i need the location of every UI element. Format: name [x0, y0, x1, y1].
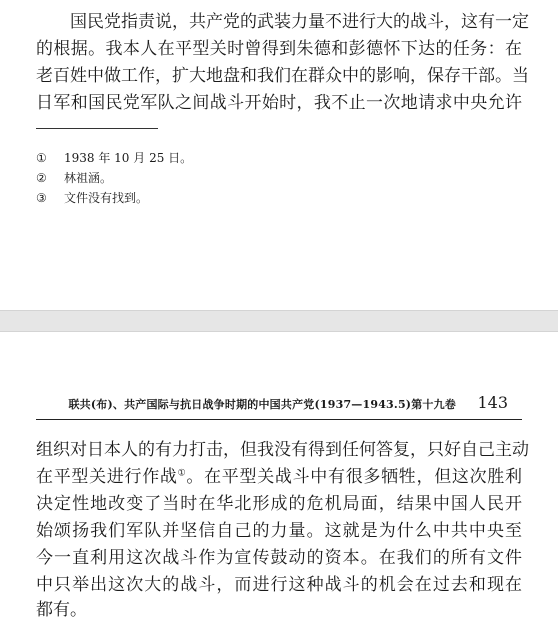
footnote-text: 1938 年 10 月 25 日。	[64, 151, 193, 165]
footnote-mark: ③	[36, 191, 47, 205]
body-line-6: 中只举出这次大的战斗，而进行这种战斗的机会在过去和现在	[36, 575, 522, 595]
body-line-2: 的根据。我本人在平型关时曾得到朱德和彭德怀下达的任务：在	[36, 39, 522, 59]
body-line-7: 都有。	[36, 600, 87, 620]
page-divider	[0, 310, 558, 332]
body-line-2-start: 在平型关进行作战	[36, 467, 178, 487]
lower-page	[0, 332, 558, 622]
body-line-2	[36, 465, 522, 489]
footnote-text: 文件没有找到。	[64, 191, 149, 205]
footnote-text: 林祖涵。	[64, 171, 113, 185]
footnote-3	[36, 190, 148, 206]
body-line-3: 决定性地改变了当时在华北形成的危机局面，结果中国人民开	[36, 494, 522, 514]
body-line-1: 组织对日本人的有力打击，但我没有得到任何答复，只好自己主动	[36, 440, 529, 460]
header-rule	[36, 419, 522, 420]
header-title: 联共(布)、共产国际与抗日战争时期的中国共产党(1937—1943.5)第十九卷	[68, 398, 456, 411]
footnote-separator	[36, 128, 158, 129]
body-line-4: 始颂扬我们军队并坚信自己的力量。这就是为什么中共中央至	[36, 521, 522, 541]
footnote-2	[36, 170, 112, 186]
body-line-2-end: 。在平型关战斗中有很多牺牲，但这次胜利	[186, 467, 523, 487]
page-number: 143	[477, 393, 508, 412]
footnote-reference: ①	[177, 468, 187, 479]
footnote-mark: ①	[36, 151, 47, 165]
body-line-1: 国民党指责说，共产党的武装力量不进行大的战斗，这有一定	[70, 12, 529, 32]
body-line-4: 日军和国民党军队之间战斗开始时，我不止一次地请求中央允许	[36, 93, 522, 113]
body-line-5: 今一直利用这次战斗作为宣传鼓动的资本。在我们的所有文件	[36, 548, 522, 568]
body-line-3: 老百姓中做工作，扩大地盘和我们在群众中的影响，保存干部。当	[36, 66, 529, 86]
footnote-1	[36, 150, 192, 166]
running-header	[36, 394, 522, 416]
upper-page	[0, 0, 558, 310]
footnote-mark: ②	[36, 171, 47, 185]
